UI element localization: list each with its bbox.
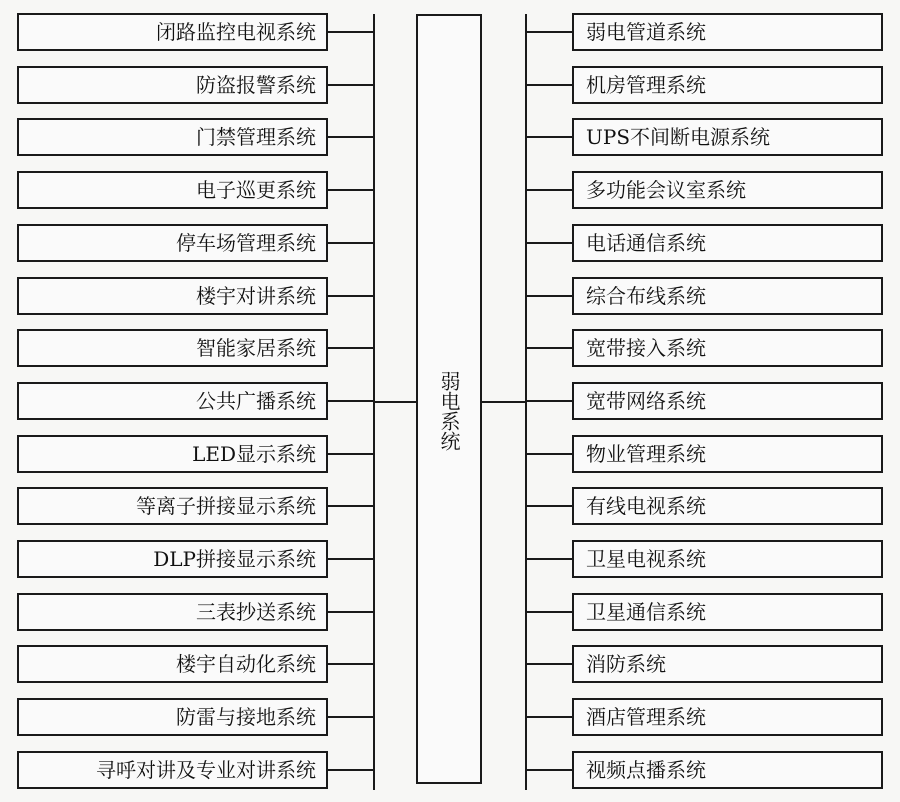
left-subsystem-label: 闭路监控电视系统: [156, 20, 316, 44]
left-subsystem-box: [17, 487, 328, 525]
left-subsystem-label: 公共广播系统: [196, 389, 316, 413]
right-subsystem-label: 有线电视系统: [586, 494, 706, 518]
left-subsystem-label: 电子巡更系统: [196, 178, 316, 202]
left-subsystem-label: 楼宇对讲系统: [196, 284, 316, 308]
right-subsystem-box: [572, 382, 883, 420]
left-subsystem-label: 楼宇自动化系统: [176, 652, 316, 676]
right-subsystem-label: 机房管理系统: [586, 73, 706, 97]
left-subsystem-label: 等离子拼接显示系统: [136, 494, 316, 518]
right-subsystem-box: [572, 277, 883, 315]
right-connector-line: [526, 505, 572, 507]
right-subsystem-box: [572, 540, 883, 578]
right-connector-line: [526, 295, 572, 297]
right-subsystem-label: 电话通信系统: [586, 231, 706, 255]
right-subsystem-box: [572, 329, 883, 367]
right-connector-line: [526, 663, 572, 665]
right-subsystem-box: [572, 751, 883, 789]
left-connector-line: [328, 716, 374, 718]
right-subsystem-label: 卫星电视系统: [586, 547, 706, 571]
left-center-connector: [374, 401, 416, 403]
right-subsystem-label: 视频点播系统: [586, 758, 706, 782]
right-connector-line: [526, 242, 572, 244]
right-subsystem-label: 弱电管道系统: [586, 20, 706, 44]
left-subsystem-box: [17, 13, 328, 51]
left-subsystem-label: 防盗报警系统: [196, 73, 316, 97]
right-connector-line: [526, 347, 572, 349]
left-subsystem-box: [17, 645, 328, 683]
left-subsystem-box: [17, 382, 328, 420]
left-subsystem-label: LED显示系统: [192, 442, 316, 466]
right-center-connector: [482, 401, 526, 403]
left-subsystem-label: 寻呼对讲及专业对讲系统: [96, 758, 316, 782]
right-connector-line: [526, 136, 572, 138]
left-subsystem-box: [17, 593, 328, 631]
right-connector-line: [526, 84, 572, 86]
right-subsystem-box: [572, 593, 883, 631]
left-subsystem-box: [17, 66, 328, 104]
right-subsystem-box: [572, 171, 883, 209]
left-connector-line: [328, 663, 374, 665]
left-subsystem-box: [17, 171, 328, 209]
left-subsystem-box: [17, 277, 328, 315]
right-connector-line: [526, 189, 572, 191]
left-connector-line: [328, 505, 374, 507]
right-connector-line: [526, 611, 572, 613]
left-subsystem-label: 智能家居系统: [196, 336, 316, 360]
right-connector-line: [526, 716, 572, 718]
left-connector-line: [328, 31, 374, 33]
left-subsystem-box: [17, 118, 328, 156]
right-subsystem-box: [572, 118, 883, 156]
left-connector-line: [328, 611, 374, 613]
left-subsystem-box: [17, 329, 328, 367]
left-subsystem-label: 停车场管理系统: [176, 231, 316, 255]
left-connector-line: [328, 769, 374, 771]
right-connector-line: [526, 558, 572, 560]
right-subsystem-box: [572, 698, 883, 736]
center-system-label: 弱电系统: [437, 371, 461, 451]
left-connector-line: [328, 84, 374, 86]
left-subsystem-box: [17, 224, 328, 262]
right-subsystem-box: [572, 13, 883, 51]
right-subsystem-box: [572, 224, 883, 262]
left-subsystem-label: DLP拼接显示系统: [153, 547, 316, 571]
left-subsystem-label: 防雷与接地系统: [176, 705, 316, 729]
right-subsystem-box: [572, 66, 883, 104]
center-system-box: [416, 14, 482, 784]
right-subsystem-box: [572, 487, 883, 525]
left-connector-line: [328, 453, 374, 455]
left-connector-line: [328, 242, 374, 244]
right-connector-line: [526, 31, 572, 33]
right-subsystem-label: 消防系统: [586, 652, 666, 676]
left-connector-line: [328, 347, 374, 349]
left-subsystem-box: [17, 751, 328, 789]
right-subsystem-label: UPS不间断电源系统: [586, 125, 771, 149]
right-subsystem-label: 物业管理系统: [586, 442, 706, 466]
left-subsystem-box: [17, 698, 328, 736]
right-subsystem-label: 酒店管理系统: [586, 705, 706, 729]
left-subsystem-box: [17, 540, 328, 578]
right-connector-line: [526, 453, 572, 455]
left-subsystem-label: 门禁管理系统: [196, 125, 316, 149]
right-subsystem-box: [572, 645, 883, 683]
right-subsystem-label: 宽带网络系统: [586, 389, 706, 413]
right-subsystem-label: 多功能会议室系统: [586, 178, 746, 202]
left-connector-line: [328, 295, 374, 297]
right-subsystem-box: [572, 435, 883, 473]
left-subsystem-box: [17, 435, 328, 473]
left-connector-line: [328, 136, 374, 138]
right-subsystem-label: 卫星通信系统: [586, 600, 706, 624]
right-subsystem-label: 综合布线系统: [586, 284, 706, 308]
left-connector-line: [328, 558, 374, 560]
left-subsystem-label: 三表抄送系统: [196, 600, 316, 624]
right-connector-line: [526, 400, 572, 402]
left-connector-line: [328, 189, 374, 191]
left-connector-line: [328, 400, 374, 402]
right-connector-line: [526, 769, 572, 771]
right-subsystem-label: 宽带接入系统: [586, 336, 706, 360]
